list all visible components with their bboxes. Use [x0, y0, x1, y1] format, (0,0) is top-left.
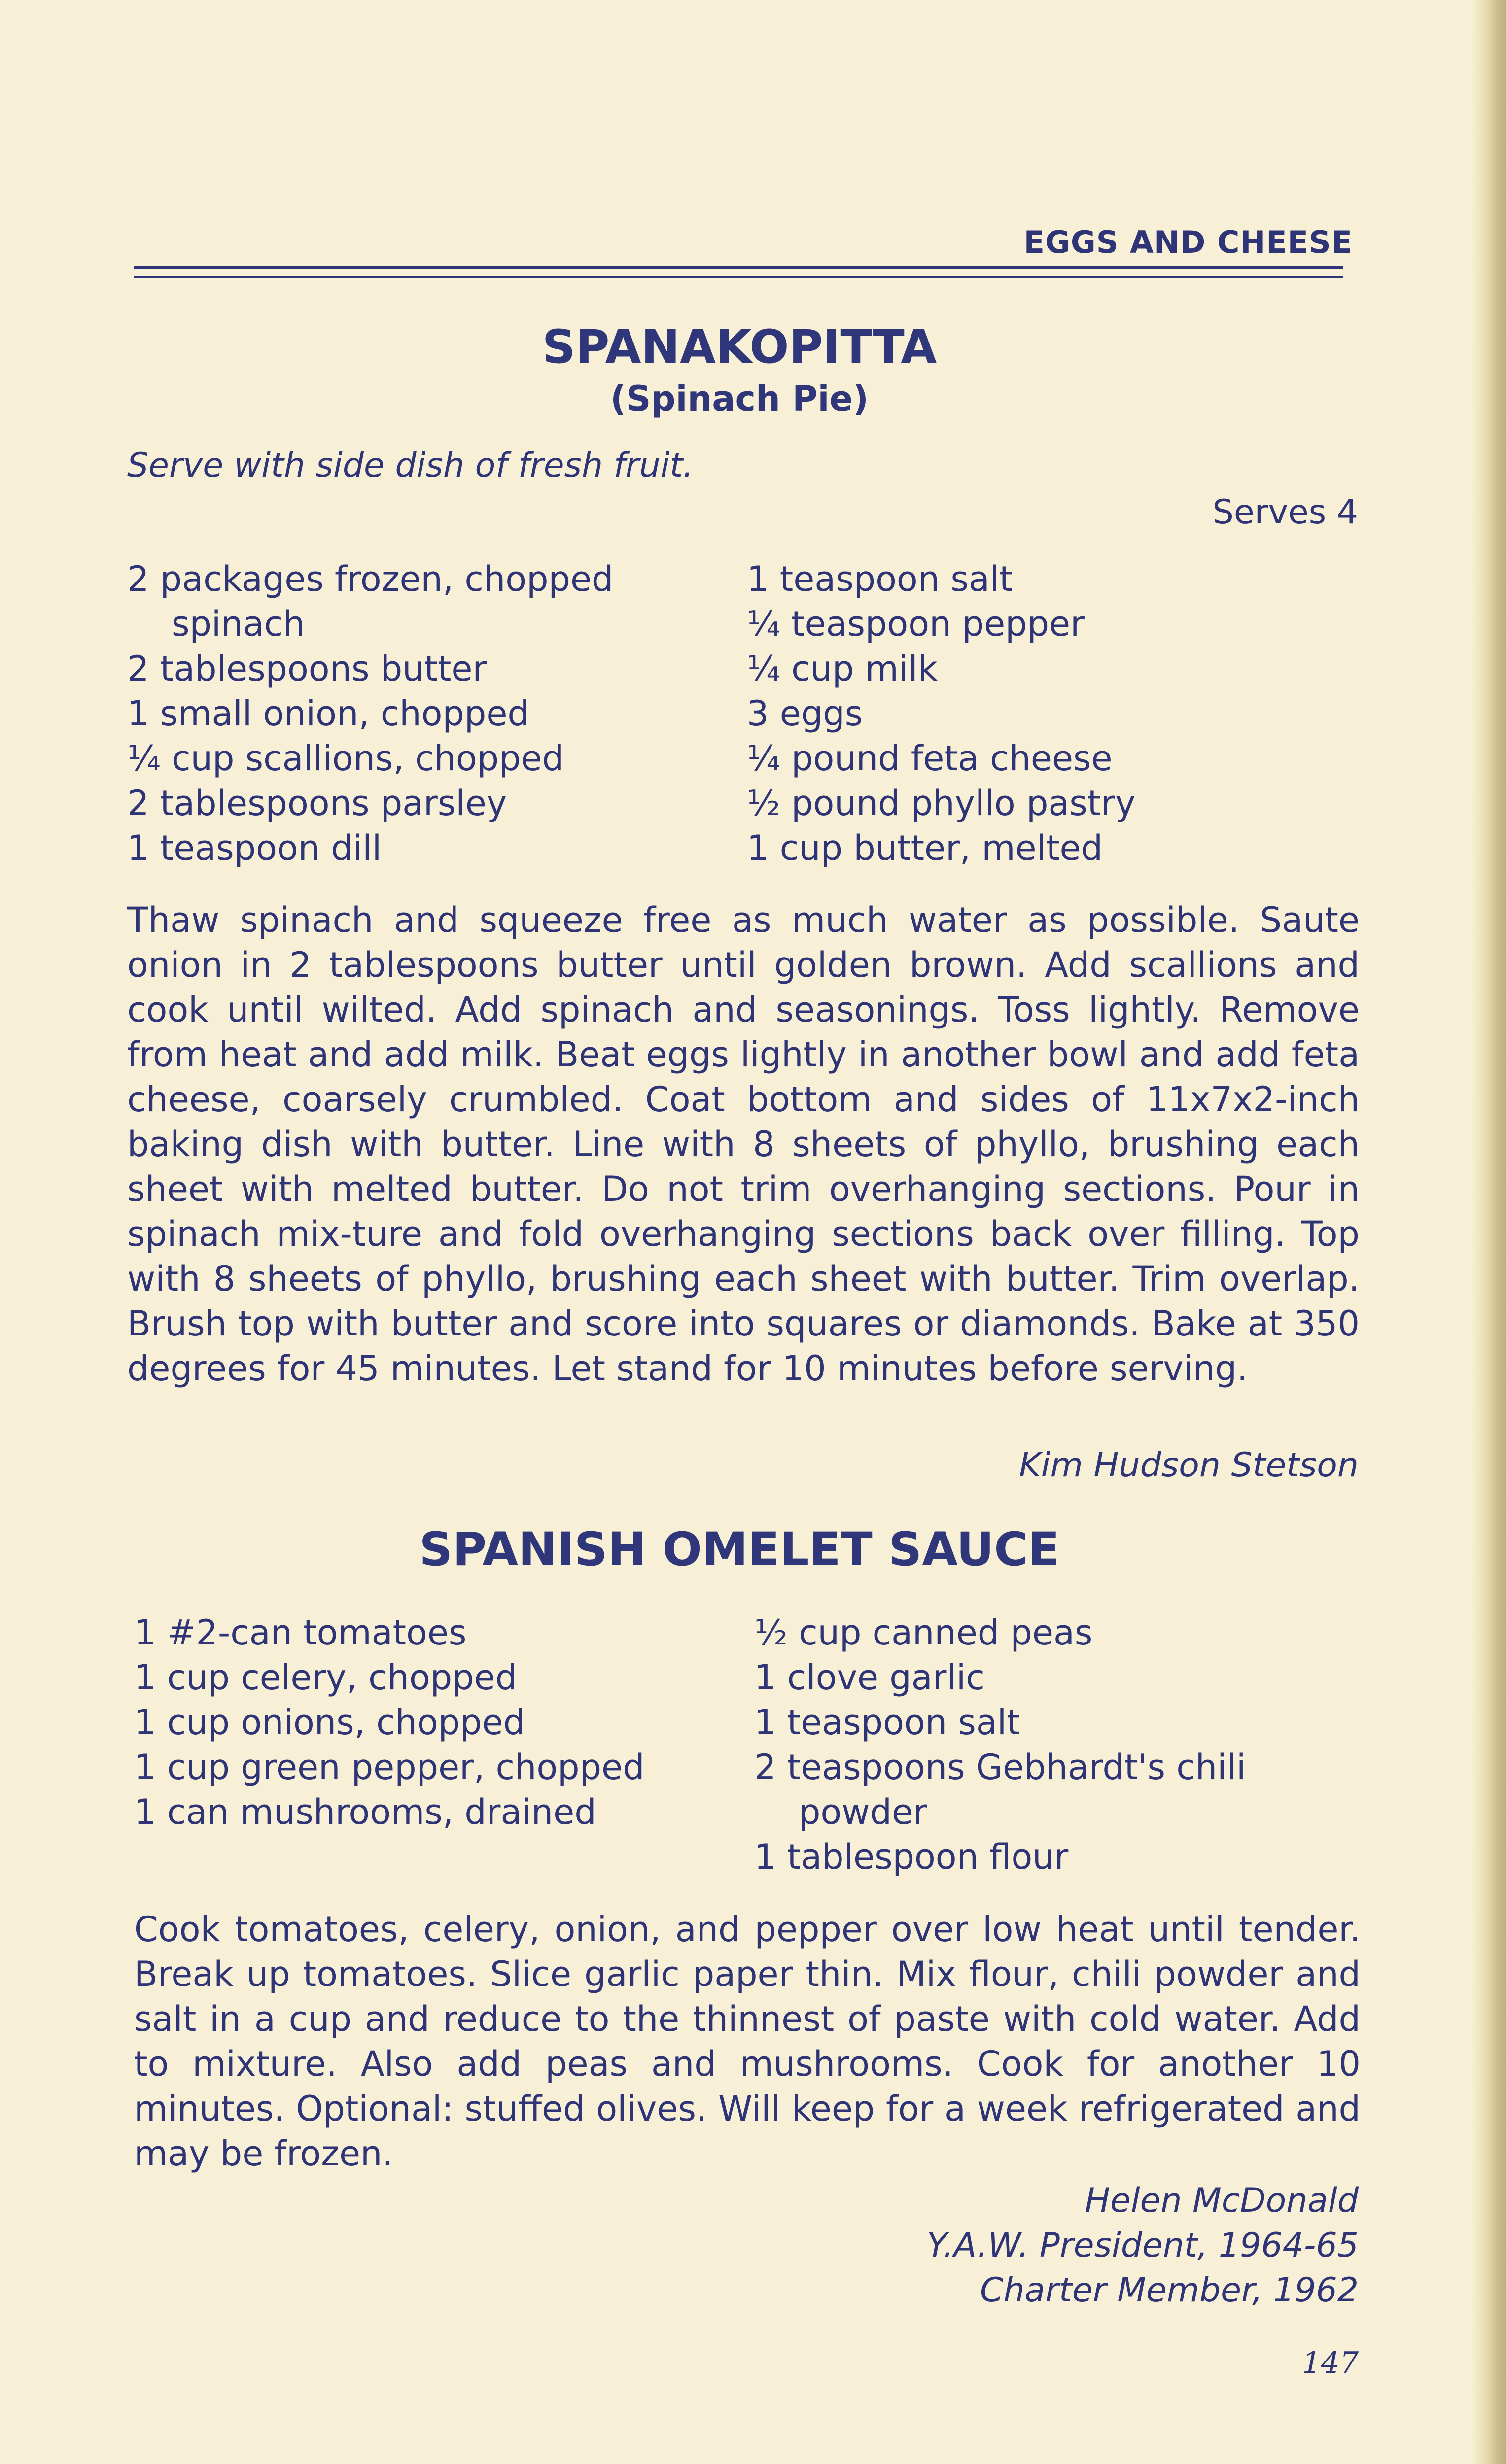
ingredient-item: 1 teaspoon dill	[127, 828, 382, 868]
ingredient-item: 1 cup onions, chopped	[134, 1702, 525, 1743]
serving-note: Serve with side dish of fresh fruit.	[127, 446, 694, 485]
ingredient-item: 2 tablespoons butter	[127, 649, 487, 689]
page-number: 147	[1302, 2346, 1359, 2380]
contributor-name: Kim Hudson Stetson	[1019, 1446, 1359, 1485]
ingredient-item: 1 clove garlic	[754, 1657, 985, 1698]
ingredient-item: ¼ cup milk	[747, 649, 938, 689]
serves-count: Serves 4	[1212, 493, 1358, 532]
recipe-directions: Thaw spinach and squeeze free as much water as possible. Saute onion in 2 tablespoons butter until golden brown. Add scallions and cook until wilted. Add spinach and seasonings. Toss lightly. Remove from heat and add milk. Beat eggs lightly in another bowl and add feta cheese, coarsely crumbled. Coat bottom and sides of 11x7x2-inch baking dish with butter. Line with 8 sheets of phyllo, brushing each sheet with melted butter. Do not trim overhanging sections. Pour in spinach mix-ture and fold overhanging sections back over filling. Top with 8 sheets of phyllo, brushing each sheet with butter. Trim overlap. Brush top with butter and score into squares or diamonds. Bake at 350 degrees for 45 minutes. Let stand for 10 minutes before serving.	[127, 900, 1360, 1389]
ingredient-item: 2 teaspoons Gebhardt's chili	[754, 1747, 1246, 1787]
recipe-title: SPANAKOPITTA	[542, 320, 937, 374]
contributor-block	[739, 2178, 1359, 2313]
ingredients-right-column	[747, 557, 1135, 871]
ingredient-item: 2 packages frozen, chopped	[127, 559, 614, 599]
ingredient-item: 1 cup green pepper, chopped	[134, 1747, 645, 1787]
ingredient-item: spinach	[172, 604, 305, 644]
ingredient-item: powder	[799, 1792, 927, 1832]
ingredient-item: 1 can mushrooms, drained	[134, 1792, 596, 1832]
ingredient-item: 3 eggs	[747, 693, 863, 734]
ingredient-item: ¼ pound feta cheese	[747, 738, 1113, 779]
contributor-title: Y.A.W. President, 1964-65	[927, 2226, 1359, 2265]
ingredient-item: ½ pound phyllo pastry	[747, 783, 1136, 823]
ingredient-item: 1 small onion, chopped	[127, 693, 529, 734]
contributor-name: Helen McDonald	[1085, 2181, 1359, 2220]
ingredient-item: 1 teaspoon salt	[747, 559, 1013, 599]
ingredient-item: 1 cup celery, chopped	[134, 1657, 518, 1698]
section-header: EGGS AND CHEESE	[1023, 224, 1353, 260]
header-rule-top	[134, 266, 1343, 269]
contributor-membership: Charter Member, 1962	[980, 2271, 1359, 2310]
ingredient-item: 1 teaspoon salt	[754, 1702, 1020, 1743]
ingredients-left-column	[127, 557, 613, 871]
ingredient-item: ½ cup canned peas	[754, 1612, 1093, 1653]
ingredient-item: ¼ cup scallions, chopped	[127, 738, 564, 779]
ingredient-item: 1 cup butter, melted	[747, 828, 1103, 868]
ingredients-right-column	[754, 1610, 1246, 1880]
recipe-subtitle: (Spinach Pie)	[610, 378, 869, 419]
ingredient-item: 1 tablespoon flour	[754, 1837, 1069, 1877]
ingredient-item: 1 #2-can tomatoes	[134, 1612, 467, 1653]
ingredient-item: ¼ teaspoon pepper	[747, 604, 1085, 644]
ingredient-item: 2 tablespoons parsley	[127, 783, 507, 823]
header-rule-bottom	[134, 276, 1343, 278]
recipe-directions: Cook tomatoes, celery, onion, and pepper over low heat until tender. Break up tomatoes. Slice garlic paper thin. Mix flour, chili powder and salt in a cup and reduce to the thinnest of paste with cold water. Add to mixture. Also add peas and mushrooms. Cook for another 10 minutes. Optional: stuffed olives. Will keep for a week refrigerated and may be frozen.	[134, 1909, 1361, 2174]
recipe-title: SPANISH OMELET SAUCE	[419, 1523, 1060, 1576]
ingredients-left-column	[134, 1610, 645, 1835]
